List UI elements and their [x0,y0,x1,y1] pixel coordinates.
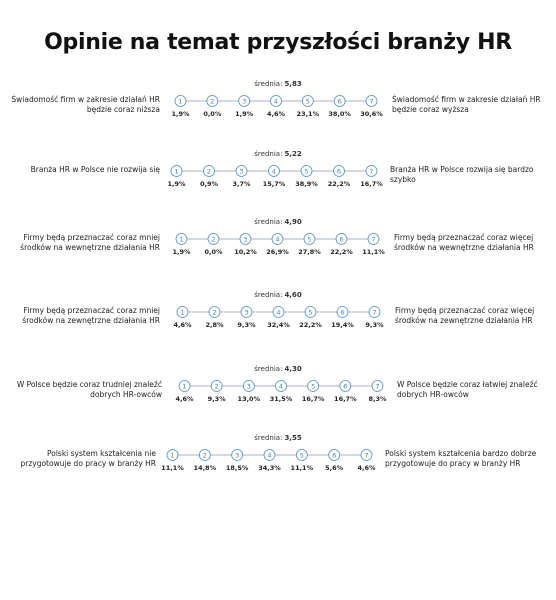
scale-point-number: 7 [375,382,380,391]
average-value: 4,90 [284,218,302,226]
scale-point-number: 3 [242,97,247,106]
scale-point-value: 11,1% [362,248,385,256]
scale-point-value: 11,1% [290,464,314,472]
rating-scale-svg [173,304,384,334]
scale-item [0,291,556,351]
scale-point-number: 4 [267,451,272,460]
scale-point-value: 3,7% [232,180,251,188]
scale-point-value: 11,1% [161,464,184,472]
average-value: 5,83 [284,80,302,88]
scale-point-number: 2 [210,97,215,106]
scale-point-number: 6 [336,167,342,176]
left-pole-label: Świadomość firm w zakresie działań HR będzie coraz niższa [11,95,160,114]
rating-scale [172,231,385,261]
scale-point-value: 38,0% [328,110,351,118]
scale-point-value: 13,0% [237,395,261,403]
scale-point-number: 2 [212,308,217,317]
scale-point-value: 8,3% [368,395,387,403]
scale-point-number: 3 [246,382,251,391]
rating-scale-svg [175,378,387,408]
rating-scale [171,93,383,123]
scale-point-number: 7 [372,308,377,317]
scale-point-number: 4 [273,97,279,106]
scale-point-value: 4,6% [266,110,286,118]
rating-scale [167,163,383,193]
scale-item [0,218,556,278]
scale-point-value: 4,6% [173,321,192,329]
scale-point-number: 5 [308,308,313,317]
average-label [0,434,556,442]
right-pole-label: Firmy będą przeznaczać coraz więcej środków na wewnętrzne działania HR [394,233,534,252]
left-pole-label: Firmy będą przeznaczać coraz mniej środków na wewnętrzne działania HR [20,233,160,252]
scale-point-value: 22,2% [299,321,322,329]
scale-point-number: 2 [202,451,207,460]
scale-point-number: 3 [235,451,240,460]
scale-point-value: 1,9% [167,180,186,188]
scale-item [0,434,556,494]
scale-point-value: 31,5% [269,395,293,403]
scale-point-value: 16,7% [301,395,325,403]
scale-point-number: 5 [299,451,304,460]
average-prefix: średnia: [254,434,283,442]
scale-point-number: 6 [337,97,342,106]
scale-point-number: 1 [178,97,183,106]
scale-point-value: 22,2% [327,180,351,188]
average-value: 4,30 [284,365,302,373]
scale-point-value: 27,8% [298,248,321,256]
scale-point-value: 30,6% [360,110,383,118]
left-pole-label: Firmy będą przeznaczać coraz mniej środków na zewnętrzne działania HR [22,306,160,325]
scale-point-value: 1,9% [171,110,190,118]
scale-point-number: 2 [214,382,219,391]
scale-point-value: 2,8% [205,321,224,329]
scale-point-value: 14,8% [193,464,217,472]
scale-point-value: 0,9% [199,180,219,188]
right-pole-label: Firmy będą przeznaczać coraz więcej środków na zewnętrzne działania HR [395,306,535,325]
scale-point-number: 6 [340,308,345,317]
scale-item [0,80,556,140]
scale-point-value: 1,9% [172,248,191,256]
scale-point-number: 4 [275,235,280,244]
average-value: 4,60 [284,291,302,299]
scale-point-value: 9,3% [207,395,226,403]
rating-scale-svg [167,163,383,193]
scale-point-number: 5 [304,167,309,176]
scale-point-value: 16,7% [360,180,383,188]
scale-point-value: 15,7% [262,180,286,188]
right-pole-label: W Polsce będzie coraz łatwiej znaleźć dobrych HR-owców [397,380,538,399]
scale-point-value: 9,3% [237,321,256,329]
scale-point-value: 26,9% [266,248,289,256]
average-prefix: średnia: [254,291,283,299]
scale-point-value: 18,5% [225,464,249,472]
average-label [0,80,556,88]
scale-point-value: 0,0% [203,110,222,118]
average-label [0,291,556,299]
scale-point-value: 4,6% [175,395,194,403]
scale-point-value: 32,4% [267,321,290,329]
rating-scale [175,378,387,408]
scale-point-number: 2 [211,235,216,244]
scale-point-number: 2 [206,167,212,176]
scale-point-value: 5,6% [325,464,344,472]
right-pole-label: Branża HR w Polsce rozwija się bardzo szybko [390,165,534,184]
average-value: 3,55 [284,434,302,442]
scale-point-number: 5 [307,235,312,244]
average-prefix: średnia: [254,365,283,373]
scale-point-number: 4 [276,308,281,317]
left-pole-label: Branża HR w Polsce nie rozwija się [30,165,160,174]
scale-point-number: 7 [371,235,376,244]
scale-point-number: 1 [179,235,184,244]
scale-point-number: 1 [180,308,185,317]
scale-point-value: 16,7% [334,395,357,403]
rating-scale-svg [172,231,385,261]
average-label [0,365,556,373]
scale-point-value: 4,6% [357,464,376,472]
scale-point-number: 3 [243,235,248,244]
scale-point-number: 4 [271,167,277,176]
average-prefix: średnia: [254,218,283,226]
average-prefix: średnia: [254,150,283,158]
scale-point-number: 6 [343,382,348,391]
rating-scale [173,304,384,334]
right-pole-label: Świadomość firm w zakresie działań HR będzie coraz wyższa [392,95,541,114]
scale-point-value: 9,3% [365,321,384,329]
rating-scale-svg [161,447,376,477]
scale-point-number: 4 [278,382,284,391]
scale-point-number: 6 [339,235,344,244]
scale-point-number: 3 [244,308,249,317]
scale-point-number: 3 [239,167,244,176]
scale-point-number: 6 [332,451,337,460]
scale-point-number: 5 [311,382,316,391]
chart-title: Opinie na temat przyszłości branży HR [44,30,512,55]
scale-point-number: 5 [305,97,310,106]
scale-point-number: 1 [174,167,179,176]
left-pole-label: W Polsce będzie coraz trudniej znaleźć dobrych HR-owców [16,380,162,399]
scale-point-value: 19,4% [331,321,354,329]
scale-point-value: 34,3% [258,464,281,472]
scale-point-value: 10,2% [234,248,257,256]
scale-point-value: 22,2% [330,248,353,256]
scale-point-value: 1,9% [235,110,254,118]
left-pole-label: Polski system kształcenia nie przygotowuje do pracy w branży HR [20,449,156,468]
scale-point-value: 0,0% [204,248,223,256]
scale-item [0,365,556,425]
right-pole-label: Polski system kształcenia bardzo dobrze przygotowuje do pracy w branży HR [385,449,537,468]
scale-point-number: 7 [369,167,374,176]
rating-scale-svg [171,93,383,123]
scale-item [0,150,556,210]
scale-point-number: 7 [364,451,369,460]
scale-point-value: 23,1% [296,110,320,118]
rating-scale [161,447,376,477]
average-value: 5,22 [284,150,302,158]
scale-point-number: 7 [369,97,374,106]
scale-point-number: 1 [170,451,175,460]
average-label [0,218,556,226]
average-label [0,150,556,158]
scale-point-value: 38,9% [295,180,318,188]
average-prefix: średnia: [254,80,283,88]
scale-point-number: 1 [182,382,187,391]
